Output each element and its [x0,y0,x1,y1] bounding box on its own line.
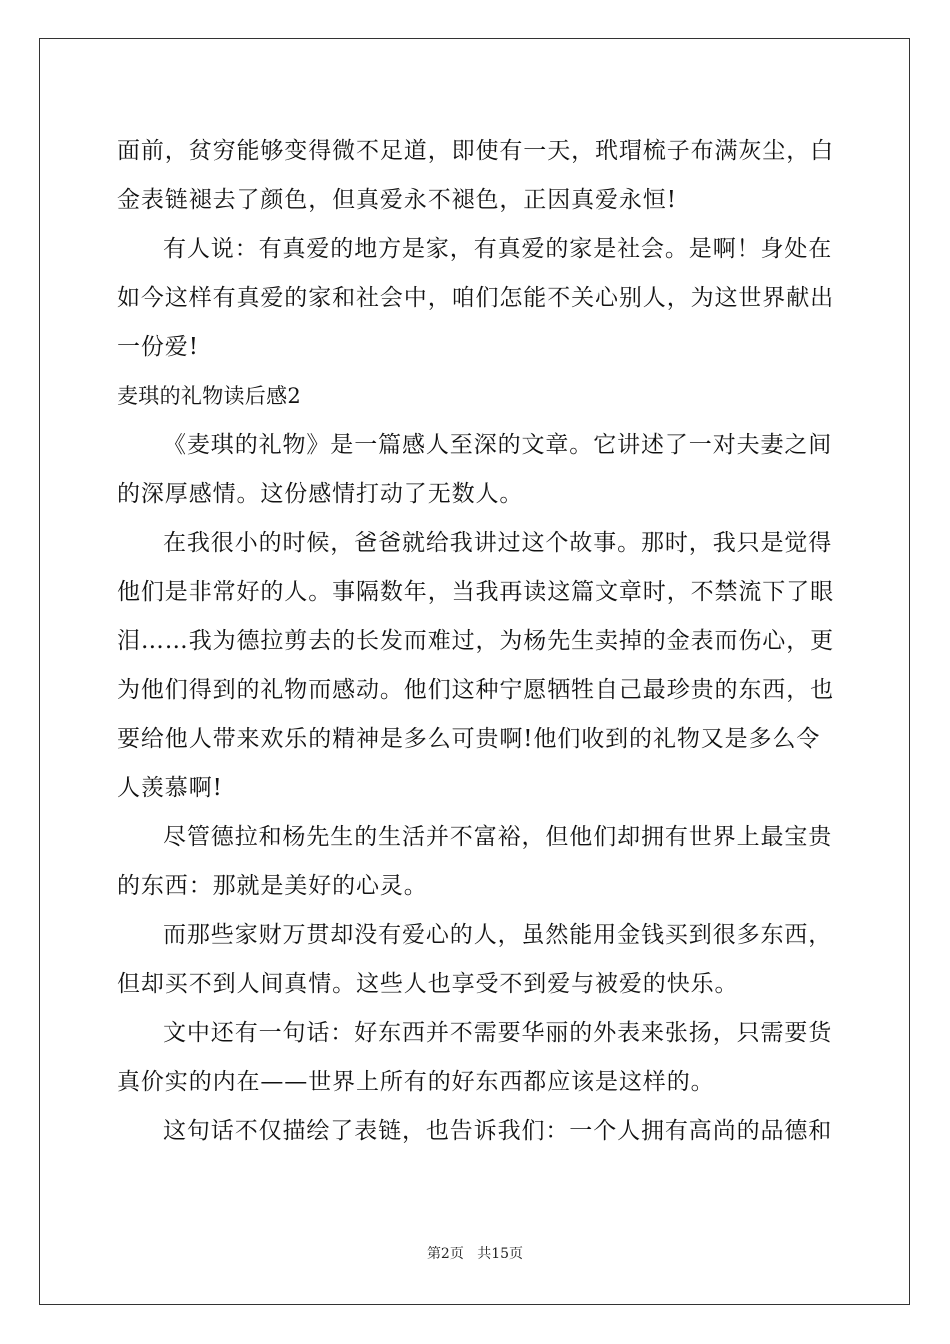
text-line: 真价实的内在——世界上所有的好东西都应该是这样的。 [117,1069,715,1095]
text-line: 的深厚感情。这份感情打动了无数人。 [117,481,524,507]
text-line: 他们是非常好的人。事隔数年，当我再读这篇文章时，不禁流下了眼 [117,579,834,605]
page-footer [0,1244,950,1264]
paragraph-start: 尽管德拉和杨先生的生活并不富裕，但他们却拥有世界上最宝贵 [163,824,833,850]
page-total: 共15页 [477,1246,524,1262]
text-line: 但却买不到人间真情。这些人也享受不到爱与被爱的快乐。 [117,971,739,997]
text-line: 为他们得到的礼物而感动。他们这种宁愿牺牲自己最珍贵的东西，也 [117,677,834,703]
text-line: 要给他人带来欢乐的精神是多么可贵啊!他们收到的礼物又是多么令 [117,726,821,752]
page-number: 第2页 [426,1246,464,1262]
text-line: 的东西：那就是美好的心灵。 [117,873,428,899]
paragraph-start: 而那些家财万贯却没有爱心的人，虽然能用金钱买到很多东西， [163,922,833,948]
paragraph-start: 在我很小的时候，爸爸就给我讲过这个故事。那时，我只是觉得 [163,530,833,556]
text-line: 面前，贫穷能够变得微不足道，即使有一天，玳瑁梳子布满灰尘，白 [117,138,834,164]
paragraph-start: 《麦琪的礼物》是一篇感人至深的文章。它讲述了一对夫妻之间 [163,432,833,458]
section-title: 麦琪的礼物读后感2 [117,384,302,408]
document-body [117,127,839,1156]
text-line: 人羡慕啊! [117,775,223,801]
paragraph-start: 文中还有一句话：好东西并不需要华丽的外表来张扬，只需要货 [163,1020,833,1046]
paragraph-start: 这句话不仅描绘了表链，也告诉我们：一个人拥有高尚的品德和 [163,1118,833,1144]
text-line: 一份爱! [117,334,199,360]
paragraph-start: 有人说：有真爱的地方是家，有真爱的家是社会。是啊！身处在 [163,236,833,262]
text-line: 泪……我为德拉剪去的长发而难过，为杨先生卖掉的金表而伤心，更 [117,628,834,654]
text-line: 如今这样有真爱的家和社会中，咱们怎能不关心别人，为这世界献出 [117,285,834,311]
text-line: 金表链褪去了颜色，但真爱永不褪色，正因真爱永恒! [117,187,677,213]
